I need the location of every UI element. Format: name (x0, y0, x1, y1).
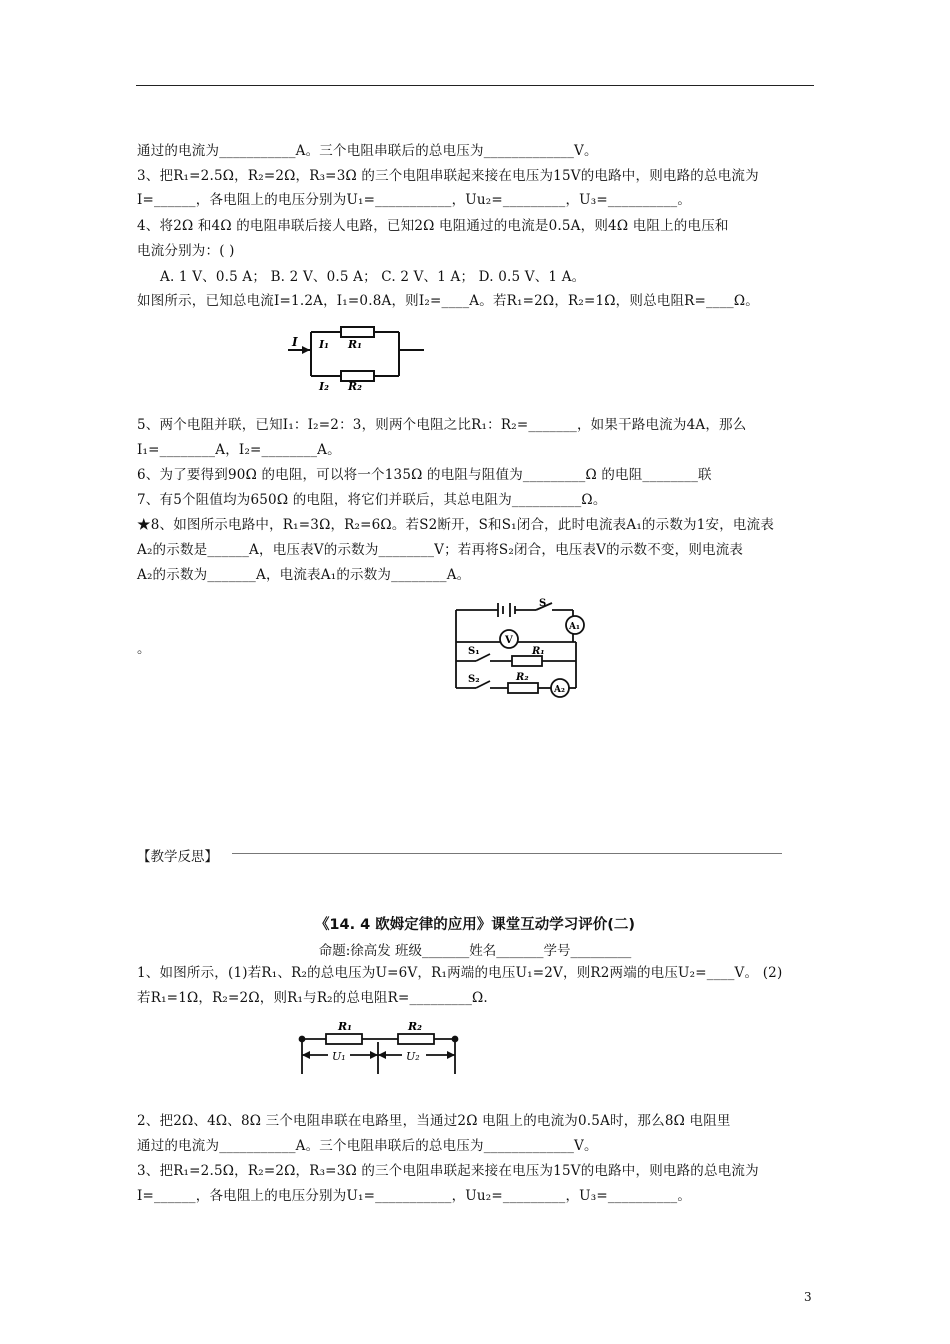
current-I-label: I (292, 335, 298, 349)
voltage-U1-label: U₁ (332, 1050, 346, 1063)
resistor-R1-label: R₁ (532, 646, 545, 657)
text-line: 1、如图所示，(1)若R₁、R₂的总电压为U=6V，R₁两端的电压U₁=2V，则R2两端的电压U₂=____V。 (2) (137, 965, 783, 981)
switch-S-label: S (539, 598, 547, 609)
voltmeter-V-label: V (505, 635, 513, 646)
switch-S1-label: S₁ (468, 646, 480, 657)
page-number: 3 (804, 1290, 812, 1304)
resistor-R1-label: R₁ (338, 1020, 352, 1033)
resistor-R2-label: R₂ (408, 1020, 422, 1033)
text-line: 6、为了要得到90Ω 的电阻，可以将一个135Ω 的电阻与阻值为_________Ω 的电阻________联 (137, 467, 712, 483)
text-line: I=______，各电阻上的电压分别为U₁=___________，Uu₂=_________，U₃=__________。 (137, 192, 692, 208)
ammeter-A1-label: A₁ (569, 622, 580, 632)
text-line: 通过的电流为___________A。三个电阻串联后的总电压为_____________V。 (137, 1138, 598, 1154)
text-line: 7、有5个阻值均为650Ω 的电阻，将它们并联后，其总电阻为__________Ω。 (137, 492, 607, 508)
voltage-U2-label: U₂ (406, 1050, 420, 1063)
text-line: I₁=________A，I₂=________A。 (137, 442, 341, 458)
text-line: 5、两个电阻并联，已知I₁：I₂=2：3，则两个电阻之比R₁：R₂=_______，如果干路电流为4A，那么 (137, 417, 747, 433)
section-title: 《14. 4 欧姆定律的应用》课堂互动学习评价(二) (314, 917, 636, 933)
resistor-R2-label: R₂ (516, 672, 529, 683)
series-circuit-figure (298, 1018, 460, 1078)
ammeter-A2-label: A₂ (554, 685, 565, 695)
text-line: 4、将2Ω 和4Ω 的电阻串联后接人电路，已知2Ω 电阻通过的电流是0.5A，则4Ω 电阻上的电压和 (137, 218, 729, 234)
resistor-R1-label: R₁ (348, 338, 362, 351)
text-line: A₂的示数是______A，电压表V的示数为________V；若再将S₂闭合，电压表V的示数不变，则电流表 (137, 542, 744, 558)
teaching-reflection-label: 【教学反思】 (137, 849, 218, 865)
text-line: A₂的示数为_______A，电流表A₁的示数为________A。 (137, 567, 471, 583)
parallel-circuit-figure (286, 318, 431, 390)
switch-S2-label: S₂ (468, 674, 480, 685)
text-line: 3、把R₁=2.5Ω，R₂=2Ω，R₃=3Ω 的三个电阻串联起来接在电压为15V的电路中，则电路的总电流为 (137, 1163, 759, 1179)
text-line: 2、把2Ω、4Ω、8Ω 三个电阻串联在电路里，当通过2Ω 电阻上的电流为0.5A时，那么8Ω 电阻里 (137, 1113, 731, 1129)
text-line: ★8、如图所示电路中，R₁=3Ω，R₂=6Ω。若S2断开，S和S₁闭合，此时电流表A₁的示数为1安，电流表 (137, 517, 775, 533)
reflection-underline (232, 853, 782, 854)
current-I1-label: I₁ (319, 338, 329, 351)
circuit-figure-q8 (448, 598, 588, 702)
section-subtitle: 命题:徐高发 班级_______姓名_______学号_________ (318, 943, 632, 959)
text-line: 通过的电流为___________A。三个电阻串联后的总电压为_____________V。 (137, 143, 598, 159)
current-I2-label: I₂ (319, 380, 329, 390)
text-line: 3、把R₁=2.5Ω，R₂=2Ω，R₃=3Ω 的三个电阻串联起来接在电压为15V的电路中，则电路的总电流为 (137, 168, 759, 184)
text-line: 如图所示，已知总电流I=1.2A，I₁=0.8A，则I₂=____A。若R₁=2Ω，R₂=1Ω，则总电阻R=____Ω。 (137, 293, 759, 309)
answer-options: A. 1 V、0.5 A； B. 2 V、0.5 A； C. 2 V、1 A； D. 0.5 V、1 A。 (160, 269, 586, 285)
text-line: 。 (137, 641, 151, 657)
resistor-R2-label: R₂ (348, 380, 362, 390)
text-line: I=______，各电阻上的电压分别为U₁=___________，Uu₂=_________，U₃=__________。 (137, 1188, 692, 1204)
text-line: 若R₁=1Ω，R₂=2Ω，则R₁与R₂的总电阻R=_________Ω. (137, 990, 488, 1006)
text-line: 电流分别为：( ) (137, 243, 235, 259)
header-rule (136, 85, 814, 86)
